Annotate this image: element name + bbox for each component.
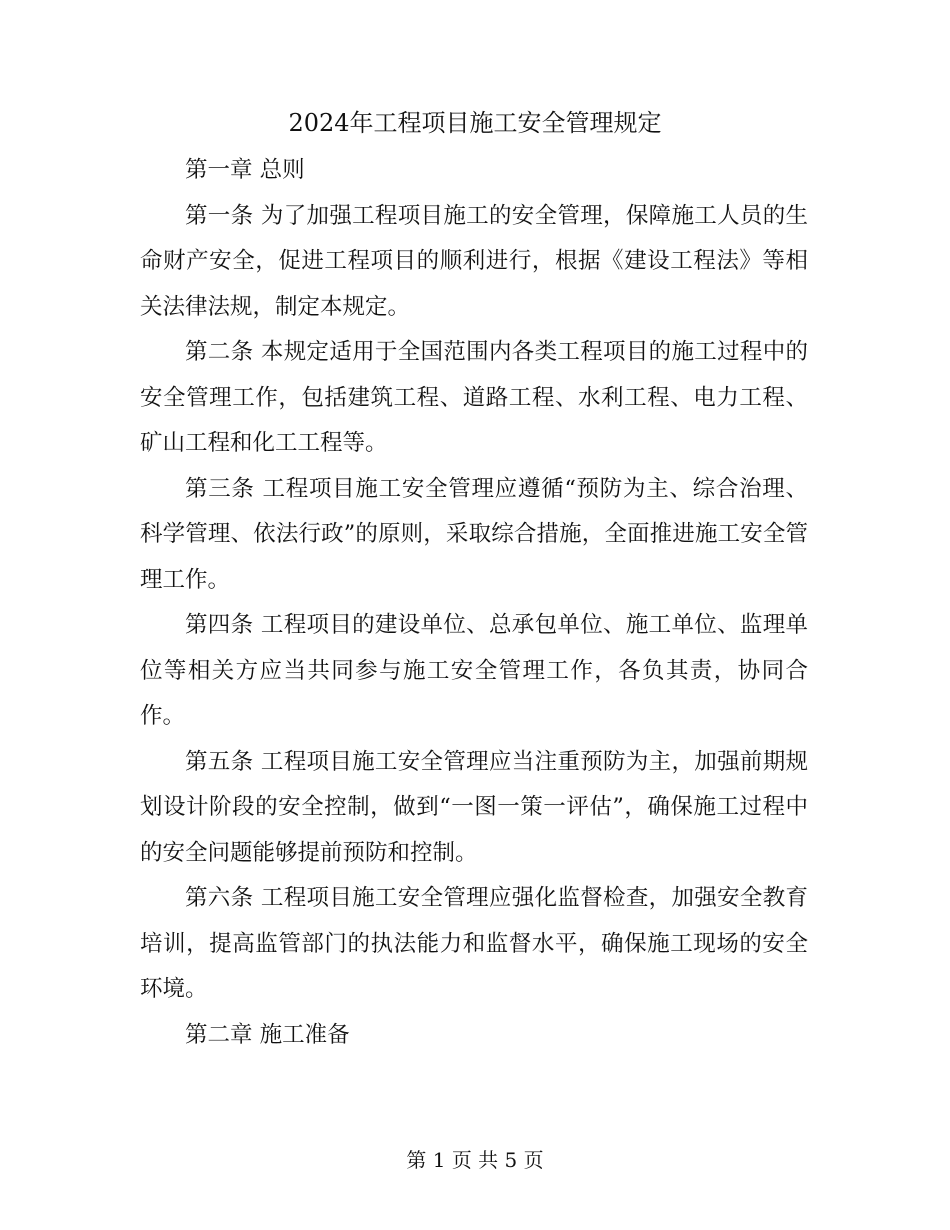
article-paragraph: 第三条 工程项目施工安全管理应遵循“预防为主、综合治理、科学管理、依法行政”的原则，采取综合措施，全面推进施工安全管理工作。: [140, 475, 808, 593]
page-number-footer: 第 1 页 共 5 页: [406, 1148, 544, 1172]
document-title: 2024年工程项目施工安全管理规定: [288, 109, 662, 137]
document-body: [140, 148, 808, 1058]
article-paragraph: 第二条 本规定适用于全国范围内各类工程项目的施工过程中的安全管理工作，包括建筑工程、道路工程、水利工程、电力工程、矿山工程和化工工程等。: [140, 339, 808, 456]
article-paragraph: 第四条 工程项目的建设单位、总承包单位、施工单位、监理单位等相关方应当共同参与施工安全管理工作，各负其责，协同合作。: [140, 612, 808, 729]
chapter-heading: 第二章 施工准备: [185, 1021, 350, 1048]
article-paragraph: 第一条 为了加强工程项目施工的安全管理，保障施工人员的生命财产安全，促进工程项目的顺利进行，根据《建设工程法》等相关法律法规，制定本规定。: [140, 202, 808, 320]
chapter-heading: 第一章 总则: [185, 157, 305, 183]
article-paragraph: 第五条 工程项目施工安全管理应当注重预防为主，加强前期规划设计阶段的安全控制，做到“一图一策一评估”，确保施工过程中的安全问题能够提前预防和控制。: [140, 748, 808, 866]
article-paragraph: 第六条 工程项目施工安全管理应强化监督检查，加强安全教育培训，提高监管部门的执法能力和监督水平，确保施工现场的安全环境。: [140, 885, 808, 1002]
